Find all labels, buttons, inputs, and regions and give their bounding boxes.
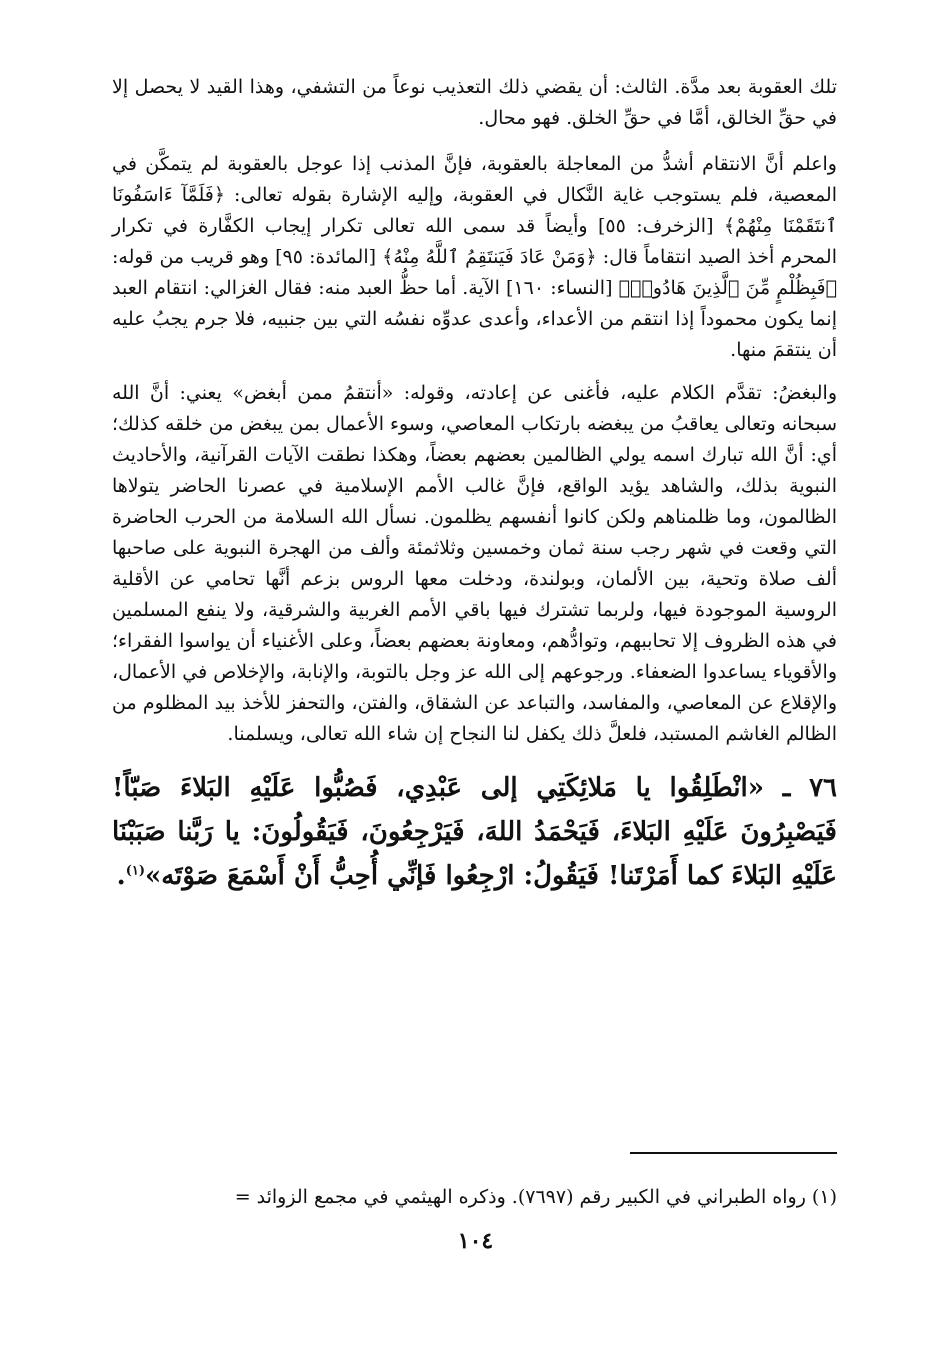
page-number: ١٠٤: [457, 1228, 494, 1254]
hadith-76: [112, 766, 837, 898]
hadith-end: .: [116, 861, 126, 891]
footnote-separator: [630, 1152, 837, 1154]
paragraph-3: والبغضُ: تقدَّم الكلام عليه، فأغنى عن إعادته، وقوله: «أنتقمُ ممن أبغض» يعني: أنَّ الله سبحانه وتعالى يعاقبُ من يبغضه بارتكاب المعاصي، وسوء الأعمال بمن يبغض من خلقه كذلك؛ أي: أنَّ الله تبارك اسمه يولي الظالمين بعضهم بعضاً، وهكذا نطقت الآيات القرآنية، والأحاديث النبوية بذلك، والشاهد يؤيد الواقع، فإنَّ غالب الأمم الإسلامية في عصرنا الحاضر يتولاها الظالمون، وما ظلمناهم ولكن كانوا أنفسهم يظلمون. نسأل الله السلامة من الحرب الحاضرة التي وقعت في شهر رجب سنة ثمان وخمسين وثلاثمئة وألف من الهجرة النبوية على صاحبها ألف صلاة وتحية، بين الألمان، وبولندة، ودخلت معها الروس بزعم أنَّها تحامي عن الأقلية الروسية الموجودة فيها، ولربما تشترك فيها باقي الأمم الغربية والشرقية، ولا ينفع المسلمين في هذه الظروف إلا تحاببهم، وتوادُّهم، ومعاونة بعضهم بعضاً، وعلى الأغنياء أن يواسوا الفقراء؛ والأقوياء يساعدوا الضعفاء. ورجوعهم إلى الله عز وجل بالتوبة، والإنابة، والإخلاص في الأعمال، والإقلاع عن المعاصي، والمفاسد، والتباعد عن الشقاق، والفتن، والتحفز للأخذ بيد المظلوم من الظالم الغاشم المستبد، فلعلَّ ذلك يكفل لنا النجاح إن شاء الله تعالى، ويسلمنا.: [112, 382, 837, 745]
footnote-reference: (١): [125, 863, 145, 879]
footnote-1: (١) رواه الطبراني في الكبير رقم (٧٦٩٧). وذكره الهيثمي في مجمع الزوائد =: [234, 1186, 837, 1208]
paragraph-1: تلك العقوبة بعد مدَّة. الثالث: أن يقضي ذلك التعذيب نوعاً من التشفي، وهذا القيد لا يحصل إلا في حقِّ الخالق، أمَّا في حقِّ الخلق. فهو محال.: [112, 76, 837, 129]
page-body: [112, 72, 837, 924]
paragraph-2: واعلم أنَّ الانتقام أشدُّ من المعاجلة بالعقوبة، فإنَّ المذنب إذا عوجل بالعقوبة لم يتمكَّن في المعصية، فلم يستوجب غاية النَّكال في العقوبة، وإليه الإشارة بقوله تعالى: ﴿فَلَمَّآ ءَاسَفُونَا ٱنتَقَمْنَا مِنْهُمْ﴾ [الزخرف: ٥٥] وأيضاً قد سمى الله تعالى تكرار إيجاب الكفَّارة في تكرار المحرم أخذ الصيد انتقاماً قال: ﴿وَمَنْ عَادَ فَيَنتَقِمُ ٱللَّهُ مِنْهُ﴾ [المائدة: ٩٥] وهو قريب من قوله: ﴿فَبِظُلْمٍ مِّنَ ٱلَّذِينَ هَادُوا۟﴾ [النساء: ١٦٠] الآية. أما حظُّ العبد منه: فقال الغزالي: انتقام العبد إنما يكون محموداً إذا انتقم من الأعداء، وأعدى عدوِّه نفسُه التي بين جنبيه، فلا جرم يجبُ عليه أن ينتقمَ منها.: [112, 153, 837, 361]
hadith-text: ٧٦ ـ «انْطَلِقُوا يا مَلائِكَتِي إلى عَبْدِي، فَصُبُّوا عَلَيْهِ البَلاءَ صَبّاً! فَيَصْبِرُونَ عَلَيْهِ البَلاءَ، فَيَحْمَدُ اللهَ، فَيَرْجِعُونَ، فَيَقُولُونَ: يا رَبَّنا صَبَبْنَا عَلَيْهِ البَلاءَ كما أَمَرْتَنا! فَيَقُولُ: ارْجِعُوا فَإنِّي أُحِبُّ أَنْ أَسْمَعَ صَوْتَه»: [112, 773, 837, 891]
